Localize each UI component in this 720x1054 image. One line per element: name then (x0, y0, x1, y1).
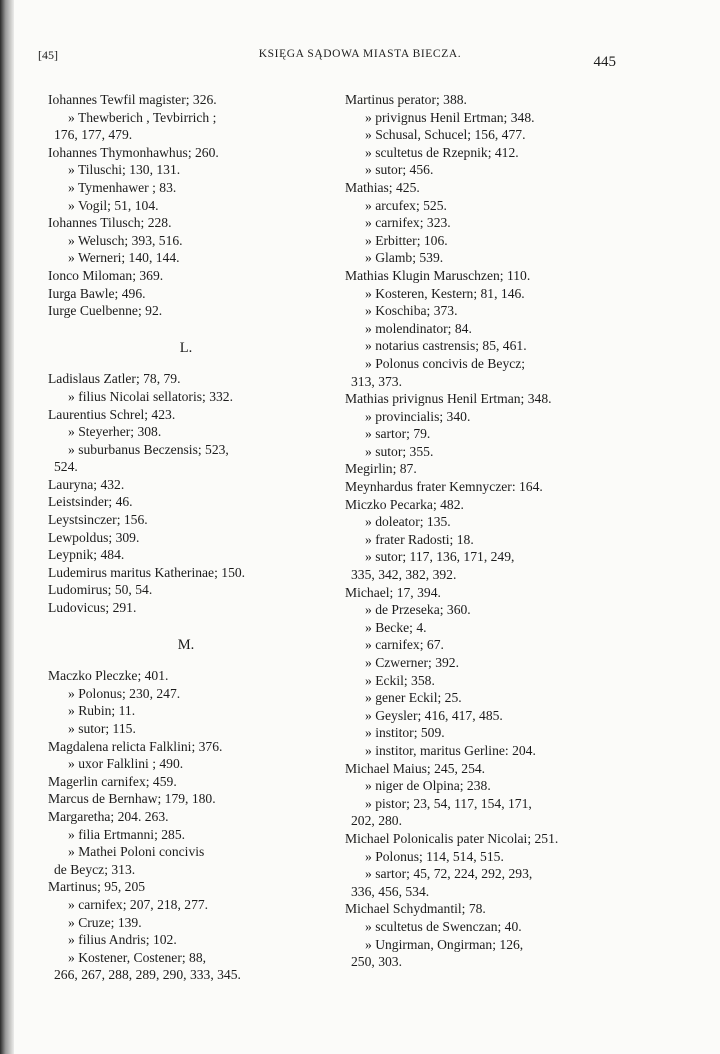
index-subentry: » arcufex; 525. (365, 197, 447, 213)
index-subentry: » Koschiba; 373. (365, 303, 458, 319)
index-entry: Magdalena relicta Falklini; 376. (48, 738, 223, 754)
index-continuation: 176, 177, 479. (54, 127, 133, 143)
index-column-right (345, 91, 625, 971)
index-entry: Ionco Miloman; 369. (48, 267, 164, 283)
index-subentry: » de Przeseka; 360. (365, 602, 471, 618)
bracket-page-number: [45] (38, 48, 58, 62)
index-entry: Leypnik; 484. (48, 547, 125, 563)
running-title: KSIĘGA SĄDOWA MIASTA BIECZA. (258, 48, 462, 60)
index-entry: Martinus perator; 388. (345, 92, 467, 107)
index-entry: Miczko Pecarka; 482. (345, 496, 464, 512)
index-subentry: » carnifex; 323. (365, 215, 451, 231)
index-column-left (48, 91, 324, 984)
index-subentry: » Cruze; 139. (68, 914, 142, 930)
index-subentry: » Steyerher; 308. (68, 424, 162, 440)
index-subentry: » frater Radosti; 18. (365, 531, 474, 547)
index-entry: Mathias; 425. (345, 179, 420, 195)
index-subentry: » Czwerner; 392. (365, 655, 459, 670)
index-subentry: » Welusch; 393, 516. (68, 232, 183, 248)
index-entry: Leystsinczer; 156. (48, 512, 148, 528)
index-continuation: 250, 303. (351, 954, 402, 970)
index-subentry: » Ungirman, Ongirman; 126, (365, 936, 524, 952)
index-subentry: » doleator; 135. (365, 514, 451, 530)
index-subentry: » Tymenhawer ; 83. (68, 179, 177, 195)
index-entry: Lewpoldus; 309. (48, 529, 140, 545)
index-subentry: » filius Andris; 102. (68, 932, 177, 948)
index-subentry: » Tiluschi; 130, 131. (68, 162, 181, 178)
index-subentry: » Eckil; 358. (365, 672, 435, 688)
index-subentry: » institor, maritus Gerline: 204. (365, 742, 536, 758)
index-entry: Maczko Pleczke; 401. (48, 668, 169, 684)
index-entry: Lauryna; 432. (48, 476, 125, 492)
index-subentry: » niger de Olpina; 238. (365, 778, 491, 794)
index-continuation: 266, 267, 288, 289, 290, 333, 345. (54, 967, 241, 983)
index-subentry: » Vogil; 51, 104. (68, 197, 159, 213)
index-subentry: » carnifex; 207, 218, 277. (68, 896, 209, 912)
index-entry: Iohannes Tewfil magister; 326. (48, 92, 217, 107)
index-subentry: » institor; 509. (365, 725, 445, 741)
index-entry: Michael Maius; 245, 254. (345, 760, 486, 776)
index-subentry: » scultetus de Swenczan; 40. (365, 918, 522, 934)
index-subentry: » Polonus concivis de Beycz; (365, 355, 526, 371)
index-subentry: » Geysler; 416, 417, 485. (365, 707, 503, 723)
index-subentry: » provincialis; 340. (365, 408, 471, 424)
index-entry: Margaretha; 204. 263. (48, 808, 169, 824)
index-entry: Martinus; 95, 205 (48, 879, 146, 895)
index-subentry: » scultetus de Rzepnik; 412. (365, 144, 519, 160)
index-subentry: » molendinator; 84. (365, 320, 472, 336)
index-entry: Laurentius Schrel; 423. (48, 406, 176, 422)
page-number: 445 (593, 54, 616, 70)
index-entry: Michael Polonicalis pater Nicolai; 251. (345, 830, 559, 846)
index-entry: Mathias Klugin Maruschzen; 110. (345, 267, 531, 283)
index-subentry: » suburbanus Beczensis; 523, (68, 441, 229, 457)
index-entry: Ludovicus; 291. (48, 600, 137, 616)
index-subentry: » Polonus; 114, 514, 515. (365, 848, 504, 864)
index-entry: Marcus de Bernhaw; 179, 180. (48, 791, 216, 807)
index-entry: Megirlin; 87. (345, 461, 417, 477)
index-entry: Michael Schydmantil; 78. (345, 901, 486, 917)
index-continuation: 335, 342, 382, 392. (351, 567, 457, 583)
index-entry: Ludomirus; 50, 54. (48, 582, 153, 598)
index-entry: Leistsinder; 46. (48, 494, 133, 510)
index-subentry: » Erbitter; 106. (365, 232, 448, 248)
index-entry: Iurga Bawle; 496. (48, 285, 146, 301)
index-subentry: » sutor; 117, 136, 171, 249, (365, 549, 515, 565)
index-subentry: » carnifex; 67. (365, 637, 444, 653)
index-subentry: » Polonus; 230, 247. (68, 685, 181, 701)
index-subentry: » sutor; 456. (365, 162, 434, 178)
index-entry: Iurge Cuelbenne; 92. (48, 303, 163, 319)
index-subentry: » Becke; 4. (365, 619, 427, 635)
index-subentry: » sartor; 79. (365, 426, 431, 442)
index-subentry: » Rubin; 11. (68, 703, 136, 719)
index-entry: Meynhardus frater Kemnyczer: 164. (345, 479, 543, 495)
index-subentry: » Schusal, Schucel; 156, 477. (365, 127, 526, 143)
index-entry: Magerlin carnifex; 459. (48, 773, 177, 789)
index-subentry: » gener Eckil; 25. (365, 690, 462, 706)
index-subentry: » notarius castrensis; 85, 461. (365, 338, 527, 354)
index-entry: Michael; 17, 394. (345, 584, 441, 600)
index-subentry: » Mathei Poloni concivis (68, 844, 205, 860)
index-subentry: » pistor; 23, 54, 117, 154, 171, (365, 795, 532, 811)
index-subentry: » sutor; 355. (365, 443, 434, 459)
index-subentry: » privignus Henil Ertman; 348. (365, 109, 535, 125)
index-continuation: 336, 456, 534. (351, 883, 430, 899)
index-subentry: » uxor Falklini ; 490. (68, 756, 184, 772)
index-subentry: » sartor; 45, 72, 224, 292, 293, (365, 866, 533, 882)
index-continuation: de Beycz; 313. (54, 861, 136, 877)
index-entry: Mathias privignus Henil Ertman; 348. (345, 391, 552, 407)
index-subentry: » Kosteren, Kestern; 81, 146. (365, 285, 525, 301)
index-subentry: » Kostener, Costener; 88, (68, 949, 207, 965)
index-subentry: » filia Ertmanni; 285. (68, 826, 186, 842)
index-continuation: 313, 373. (351, 373, 402, 389)
index-subentry: » sutor; 115. (68, 721, 136, 736)
index-subentry: » Thewberich , Tevbirrich ; (68, 109, 217, 125)
index-continuation: 524. (54, 459, 78, 475)
index-entry: Iohannes Tilusch; 228. (48, 215, 172, 231)
index-continuation: 202, 280. (351, 813, 402, 829)
index-entry: Iohannes Thymonhawhus; 260. (48, 144, 219, 160)
index-subentry: » filius Nicolai sellatoris; 332. (68, 388, 233, 404)
section-heading: L. (179, 339, 193, 356)
index-subentry: » Werneri; 140, 144. (68, 250, 180, 266)
section-heading: M. (177, 636, 195, 653)
page-binding-edge (0, 0, 14, 1054)
page-header (0, 38, 720, 68)
index-entry: Ludemirus maritus Katherinae; 150. (48, 564, 246, 580)
index-subentry: » Glamb; 539. (365, 250, 444, 266)
index-entry: Ladislaus Zatler; 78, 79. (48, 371, 181, 387)
